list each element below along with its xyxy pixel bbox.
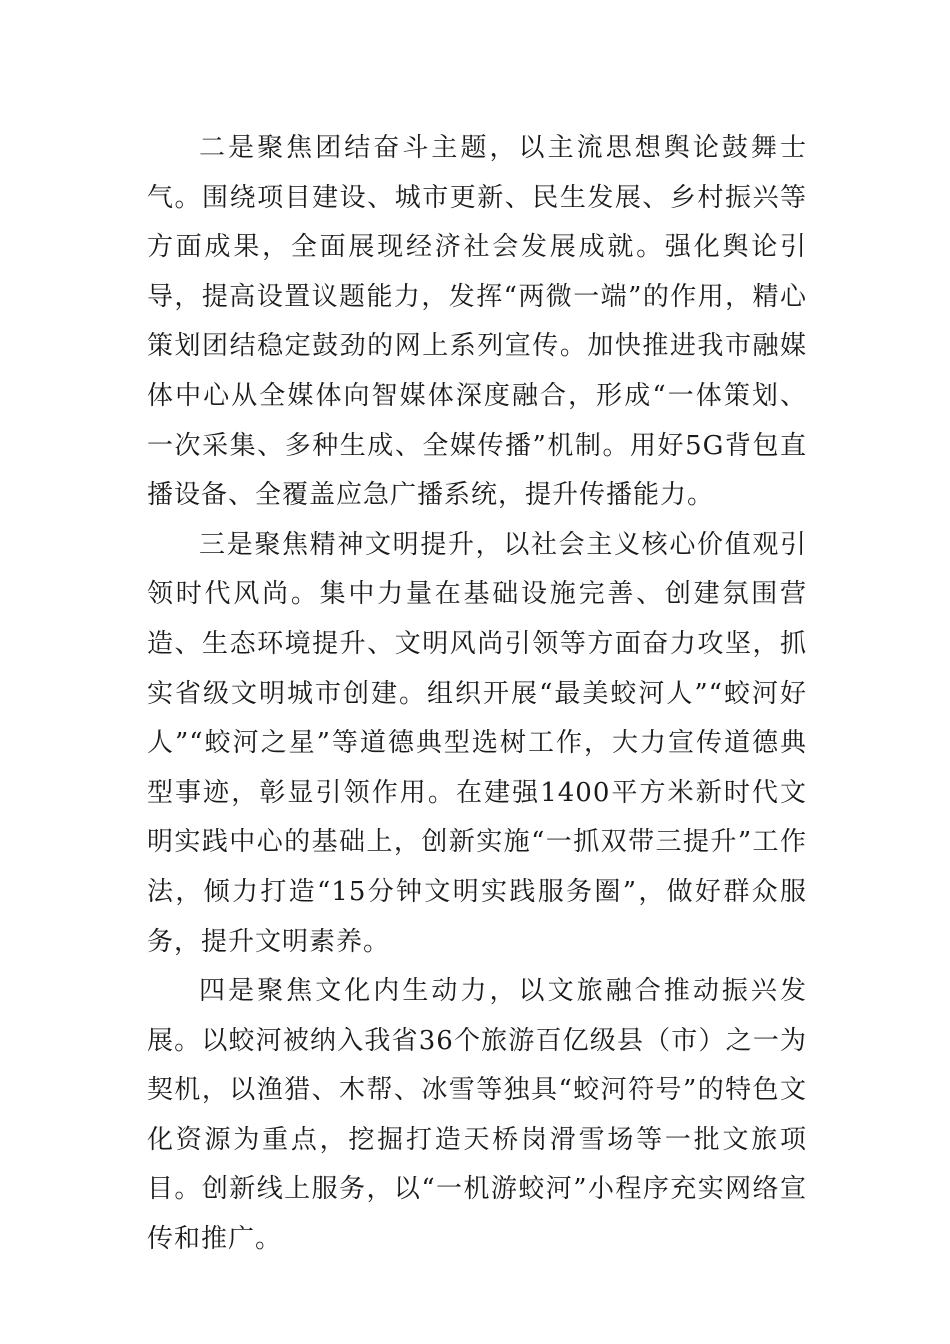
paragraph-point-three: 三是聚焦精神文明提升，以社会主义核心价值观引领时代风尚。集中力量在基础设施完善、创建氛围营造、生态环境提升、文明风尚引领等方面奋力攻坚，抓实省级文明城市创建。组织开展“最美蛟河人”“蛟河好人”“蛟河之星”等道德典型选树工作，大力宣传道德典型事迹，彰显引领作用。在建强1400平方米新时代文明实践中心的基础上，创新实施“一抓双带三提升”工作法，倾力打造“15分钟文明实践服务圈”，做好群众服务，提升文明素养。 bbox=[147, 529, 807, 957]
paragraph-point-two: 二是聚焦团结奋斗主题，以主流思想舆论鼓舞士气。围绕项目建设、城市更新、民生发展、乡村振兴等方面成果，全面展现经济社会发展成就。强化舆论引导，提高设置议题能力，发挥“两微一端”的作用，精心策划团结稳定鼓劲的网上系列宣传。加快推进我市融媒体中心从全媒体向智媒体深度融合，形成“一体策划、一次采集、多种生成、全媒传播”机制。用好5G背包直播设备、全覆盖应急广播系统，提升传播能力。 bbox=[147, 133, 807, 511]
document-body bbox=[147, 124, 807, 1265]
paragraph-point-four: 四是聚焦文化内生动力，以文旅融合推动振兴发展。以蛟河被纳入我省36个旅游百亿级县（市）之一为契机，以渔猎、木帮、冰雪等独具“蛟河符号”的特色文化资源为重点，挖掘打造天桥岗滑雪场等一批文旅项目。创新线上服务，以“一机游蛟河”小程序充实网络宣传和推广。 bbox=[147, 976, 807, 1255]
